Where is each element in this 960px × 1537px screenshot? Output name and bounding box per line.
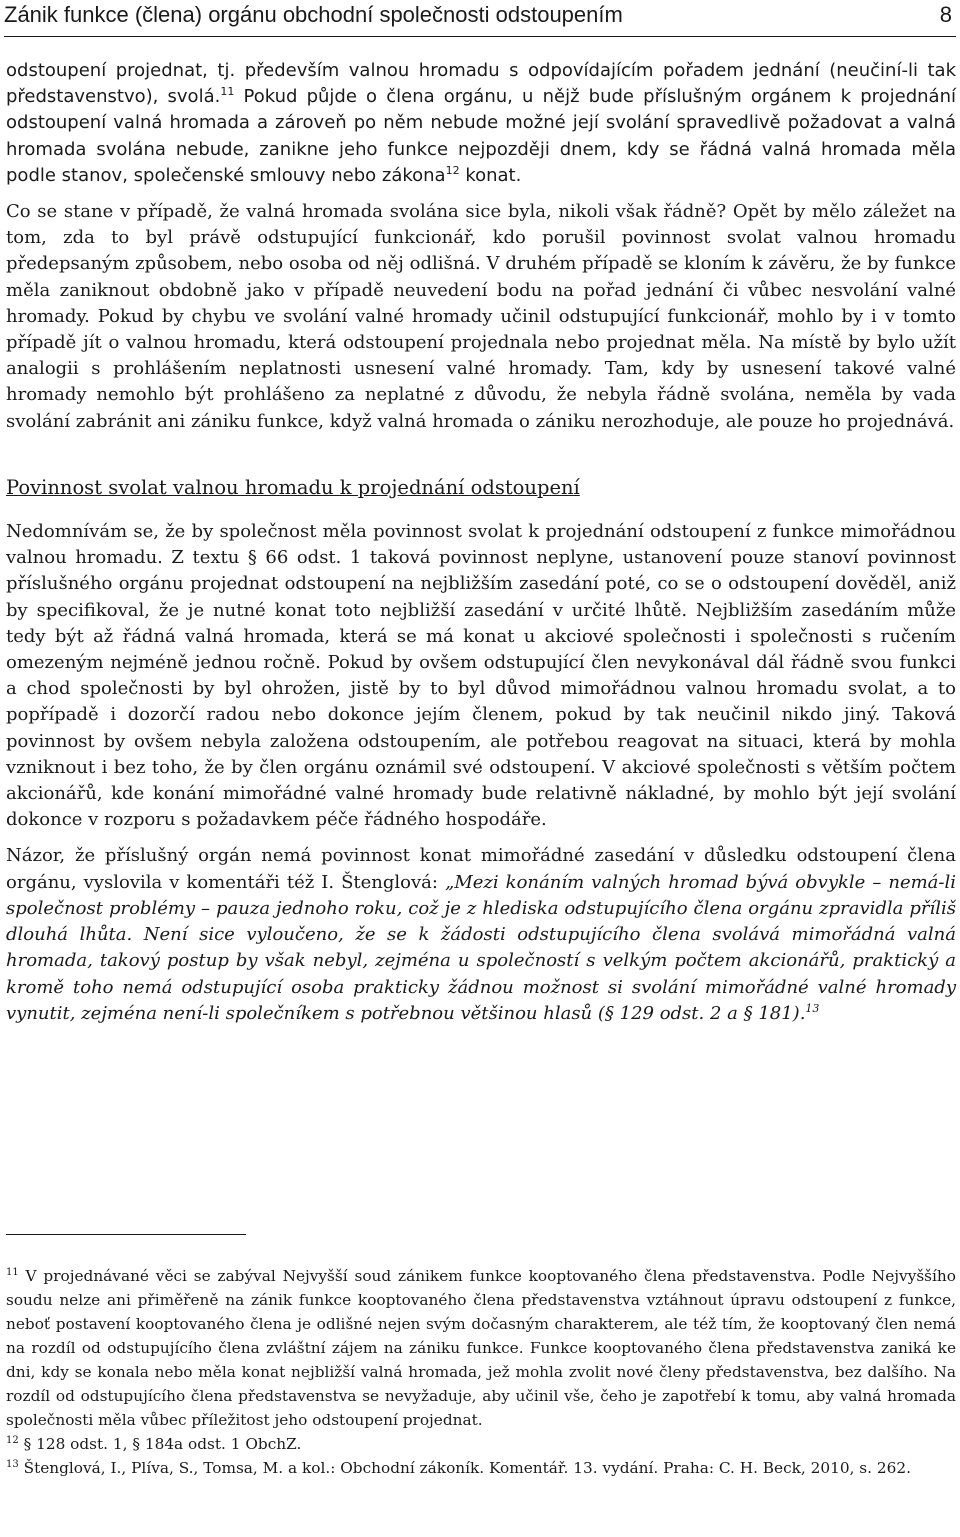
footnote-ref-12: 12	[445, 163, 460, 177]
page-number: 8	[939, 2, 952, 27]
footnotes	[6, 1264, 956, 1480]
footnote-11	[6, 1264, 956, 1432]
footnote-12-text: § 128 odst. 1, § 184a odst. 1 ObchZ.	[18, 1435, 302, 1453]
footnote-13-number: 13	[6, 1459, 19, 1470]
footnote-ref-13: 13	[805, 1001, 820, 1015]
footnote-ref-11: 11	[220, 85, 235, 99]
paragraph-3: Nedomnívám se, že by společnost měla povinnost svolat k projednání odstoupení z funkce mimořádnou valnou hromadu. Z textu § 66 odst. 1 taková povinnost neplyne, ustanovení pouze stanoví povinnost příslušného orgánu projednat odstoupení na nejbližším zasedání poté, co se o odstoupení dověděl, aniž by specifikoval, že je nutné konat toto nejbližší zasedání v určité lhůtě. Nejbližším zasedáním může tedy být až řádná valná hromada, která se má konat u akciové společnosti i společnosti s ručením omezeným nejméně jednou ročně. Pokud by ovšem odstupující člen nevykonával dál řádně svou funkci a chod společnosti by byl ohrožen, jistě by to byl důvod mimořádnou valnou hromadu svolat, a to popřípadě i dozorčí radou nebo dokonce jejím členem, pokud by tak neučinil nikdo jiný. Taková povinnost by ovšem nebyla založena odstoupením, ale potřebou reagovat na situaci, která by mohla vzniknout i bez toho, že by člen orgánu oznámil své odstoupení. V akciové společnosti s větším počtem akcionářů, kde konání mimořádné valné hromady bude relativně nákladné, by mohlo být její svolání dokonce v rozporu s požadavkem péče řádného hospodáře.	[6, 521, 956, 831]
footnote-12	[6, 1432, 956, 1456]
paragraph-1-start: odstoupení projednat, tj. především valnou hromadu s odpovídajícím pořadem jednání (neučiní-li tak představenstvo), svolá.	[6, 60, 956, 108]
body-text	[6, 58, 956, 1027]
footnote-12-number: 12	[6, 1435, 19, 1446]
paragraph-4	[6, 843, 956, 1026]
paragraph-2: Co se stane v případě, že valná hromada svolána sice byla, nikoli však řádně? Opět by mělo záležet na tom, zda to byl právě odstupující funkcionář, kdo porušil povinnost svolat valnou hromadu předepsaným způsobem, nebo osoba od něj odlišná. V druhém případě se kloním k závěru, že by funkce měla zaniknout obdobně jako v případě neuvedení bodu na pořad jednání či vůbec nesvolání valné hromady. Pokud by chybu ve svolání valné hromady učinil odstupující funkcionář, mohlo by i v tomto případě jít o valnou hromadu, která odstoupení projednala nebo projednat měla. Na místě by bylo užít analogii s prohlášením neplatnosti usnesení valné hromady. Tam, kdy by usnesení takové valné hromady nemohlo být prohlášeno za neplatné z důvodu, že nebyla řádně svolána, neměla by vada svolání zabránit ani zániku funkce, když valná hromada o zániku nerozhoduje, ale pouze ho projednává.	[6, 201, 956, 432]
footnote-11-text: V projednávané věci se zabýval Nejvyšší soud zánikem funkce kooptovaného člena představenstva. Podle Nejvyššího soudu nelze ani přiměřeně na zánik funkce kooptovaného člena představenstva vztáhnout úpravu odstoupení z funkce, neboť postavení kooptovaného člena je odlišné nejen svým dočasným charakterem, ale též tím, že kooptovaný člen nemá na rozdíl od odstupujícího člena zvláštní zájem na zániku funkce. Funkce kooptovaného člena představenstva zaniká ke dni, kdy se konala nebo měla konat nejbližší valná hromada, jež mohla zvolit nové členy představenstva, bez dalšího. Na rozdíl od odstupujícího člena představenstva se nevyžaduje, aby učinil vše, čeho je zapotřebí k tomu, aby valná hromada společnosti měla vůbec příležitost jeho odstoupení projednat.	[6, 1267, 956, 1429]
footnote-13-text: Štenglová, I., Plíva, S., Tomsa, M. a kol.: Obchodní zákoník. Komentář. 13. vydání. Praha: C. H. Beck, 2010, s. 262.	[18, 1459, 911, 1477]
paragraph-1-mid: Pokud půjde o člena orgánu, u nějž bude příslušným orgánem k projednání odstoupení valná hromada a zároveň po něm nebude možné její svolání spravedlivě požadovat a valná hromada svolána nebude, zanikne jeho funkce nejpozději dnem, kdy se řádná valná hromada měla podle stanov, společenské smlouvy nebo zákona	[6, 86, 956, 186]
paragraph-1	[6, 58, 956, 189]
paragraph-4-plain: Názor, že příslušný orgán nemá povinnost konat mimořádné zasedání v důsledku odstoupení člena orgánu, vyslovila v komentáři též I. Štenglová:	[6, 845, 956, 893]
footnote-11-number: 11	[6, 1267, 19, 1278]
section-heading: Povinnost svolat valnou hromadu k projednání odstoupení	[6, 475, 580, 499]
footnote-13	[6, 1456, 956, 1480]
quotation: „Mezi konáním valných hromad bývá obvykle – nemá-li společnost problémy – pauza jednoho roku, což je z hlediska odstupujícího člena orgánu zpravidla příliš dlouhá lhůta. Není sice vyloučeno, že se k žádosti odstupujícího člena svolává mimořádná valná hromada, takový postup by však nebyl, zejména u společností s velkým počtem akcionářů, praktický a kromě toho nemá odstupující osoba prakticky žádnou možnost si svolání mimořádné valné hromady vynutit, zejména není-li společníkem s potřebnou většinou hlasů (§ 129 odst. 2 a § 181).	[6, 871, 956, 1024]
paragraph-1-end: konat.	[459, 164, 522, 186]
header-title: Zánik funkce (člena) orgánu obchodní společnosti odstoupením	[4, 2, 623, 27]
running-header	[4, 0, 956, 37]
footnote-separator	[6, 1234, 246, 1235]
